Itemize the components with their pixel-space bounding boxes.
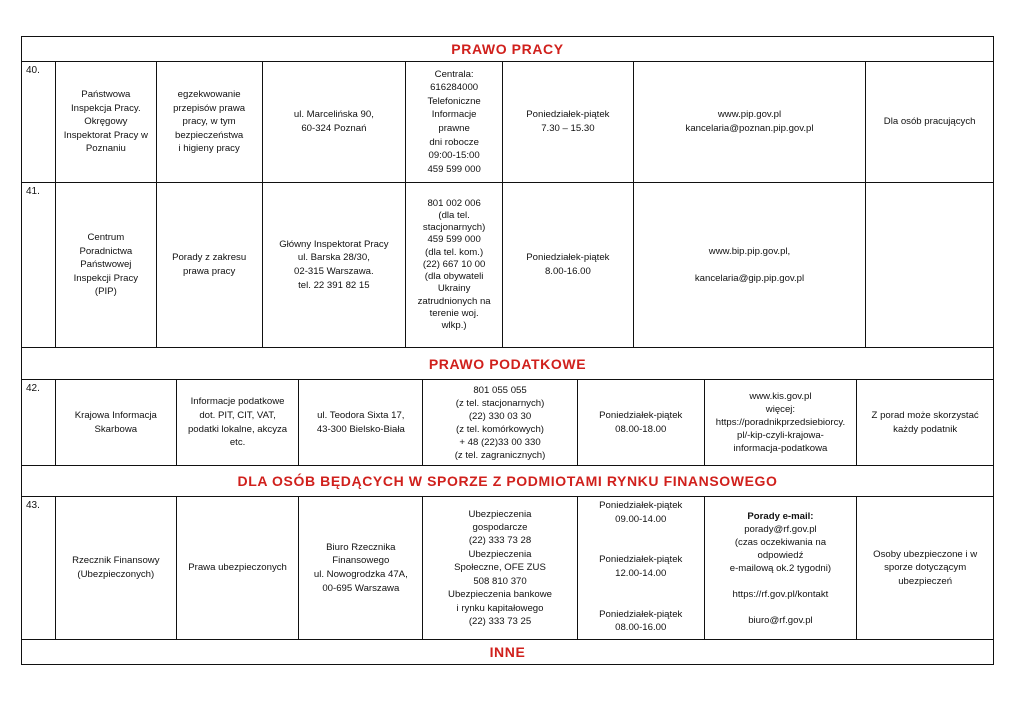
row-number: 43. — [22, 497, 56, 639]
section-header-other — [21, 639, 994, 665]
service-scope: Porady z zakresu prawa pracy — [157, 183, 263, 347]
opening-hours: Poniedziałek-piątek 8.00-16.00 — [503, 183, 634, 347]
website-email: www.kis.gov.pl więcej: https://poradnikprzedsiebiorcy. pl/-kip-czyli-krajowa- informacja-podatkowa — [705, 380, 858, 465]
table-row — [21, 61, 994, 183]
phone-numbers: 801 002 006 (dla tel. stacjonarnych) 459 599 000 (dla tel. kom.) (22) 667 10 00 (dla obywateli Ukrainy zatrudnionych na terenie woj. wlkp.) — [406, 183, 503, 347]
institution-name: Państwowa Inspekcja Pracy. Okręgowy Inspektorat Pracy w Poznaniu — [56, 62, 157, 182]
target-group: Z porad może skorzystać każdy podatnik — [871, 409, 979, 435]
section-header-tax-law — [21, 347, 994, 380]
guide-link[interactable]: informacja-podatkowa — [733, 443, 828, 454]
guide-link[interactable]: pl/-kip-czyli-krajowa- — [736, 430, 824, 441]
opening-hours: Poniedziałek-piątek 7.30 – 15.30 — [503, 62, 634, 182]
table-row — [21, 496, 994, 640]
phone-numbers: Ubezpieczenia gospodarcze (22) 333 73 28 Ubezpieczenia Społeczne, OFE ZUS 508 810 370 Ubezpieczenia bankowe i rynku kapitałowego (22) 333 73 25 — [423, 497, 578, 639]
address: ul. Marcelińska 90, 60-324 Poznań — [263, 62, 407, 182]
service-scope: Prawa ubezpieczonych — [177, 497, 300, 639]
website-link[interactable]: www.pip.gov.pl — [717, 109, 782, 121]
institution-name: Krajowa Informacja Skarbowa — [56, 380, 177, 465]
row-number: 40. — [22, 62, 56, 182]
table-row — [21, 379, 994, 466]
target-group: Dla osób pracujących — [883, 116, 976, 128]
email-link[interactable]: biuro@rf.gov.pl — [748, 614, 813, 626]
guide-link[interactable]: https://poradnikprzedsiebiorcy. — [715, 417, 846, 428]
section-header-labor-law — [21, 36, 994, 62]
section-title: PRAWO PODATKOWE — [428, 355, 587, 372]
section-title: INNE — [489, 644, 526, 660]
opening-hours: Poniedziałek-piątek 08.00-18.00 — [578, 380, 705, 465]
hours-group: Poniedziałek-piątek 12.00-14.00 — [599, 554, 683, 579]
row-number: 42. — [22, 380, 56, 465]
email-link[interactable]: kancelaria@gip.pip.gov.pl — [694, 272, 805, 284]
website-link[interactable]: https://rf.gov.pl/kontakt — [732, 588, 829, 600]
institution-name: Centrum Poradnictwa Państwowej Inspekcji Pracy (PIP) — [56, 183, 157, 347]
website-link[interactable]: www.kis.gov.pl — [749, 391, 812, 402]
address: Biuro Rzecznika Finansowego ul. Nowogrodzka 47A, 00-695 Warszawa — [299, 497, 423, 639]
email-link[interactable]: porady@rf.gov.pl — [744, 523, 817, 535]
hours-group: Poniedziałek-piątek 08.00-16.00 — [599, 608, 683, 634]
service-scope: egzekwowanie przepisów prawa pracy, w tym bezpieczeństwa i higieny pracy — [157, 62, 263, 182]
section-header-financial-disputes — [21, 465, 994, 497]
service-scope: Informacje podatkowe dot. PIT, CIT, VAT, podatki lokalne, akcyza etc. — [177, 380, 300, 465]
website-email: Porady e-mail: porady@rf.gov.pl (czas oczekiwania na odpowiedź e-mailową ok.2 tygodni) https://rf.gov.pl/kontakt biuro@rf.gov.pl — [705, 497, 858, 639]
section-title: PRAWO PRACY — [451, 41, 564, 57]
phone-numbers: Centrala: 616284000 Telefoniczne Informacje prawne dni robocze 09:00-15:00 459 599 000 — [406, 62, 503, 182]
target-group — [866, 183, 993, 347]
opening-hours — [578, 497, 705, 639]
address: ul. Teodora Sixta 17, 43-300 Bielsko-Biała — [299, 380, 423, 465]
website-email — [634, 62, 867, 182]
hours-group: Poniedziałek-piątek 09.00-14.00 — [599, 500, 683, 525]
row-number: 41. — [22, 183, 56, 347]
email-link[interactable]: kancelaria@poznan.pip.gov.pl — [685, 123, 814, 134]
website-link[interactable]: www.bip.pip.gov.pl, — [708, 245, 791, 257]
institution-name: Rzecznik Finansowy (Ubezpieczonych) — [56, 497, 177, 639]
phone-numbers: 801 055 055 (z tel. stacjonarnych) (22) 330 03 30 (z tel. komórkowych) + 48 (22)33 00 330 (z tel. zagranicznych) — [423, 380, 578, 465]
target-group: Osoby ubezpieczone i w sporze dotyczącym ubezpieczeń — [873, 548, 978, 587]
website-email — [634, 183, 867, 347]
address: Główny Inspektorat Pracy ul. Barska 28/30, 02-315 Warszawa. tel. 22 391 82 15 — [263, 183, 407, 347]
section-title: DLA OSÓB BĘDĄCYCH W SPORZE Z PODMIOTAMI RYNKU FINANSOWEGO — [237, 473, 778, 489]
table-row — [21, 182, 994, 348]
